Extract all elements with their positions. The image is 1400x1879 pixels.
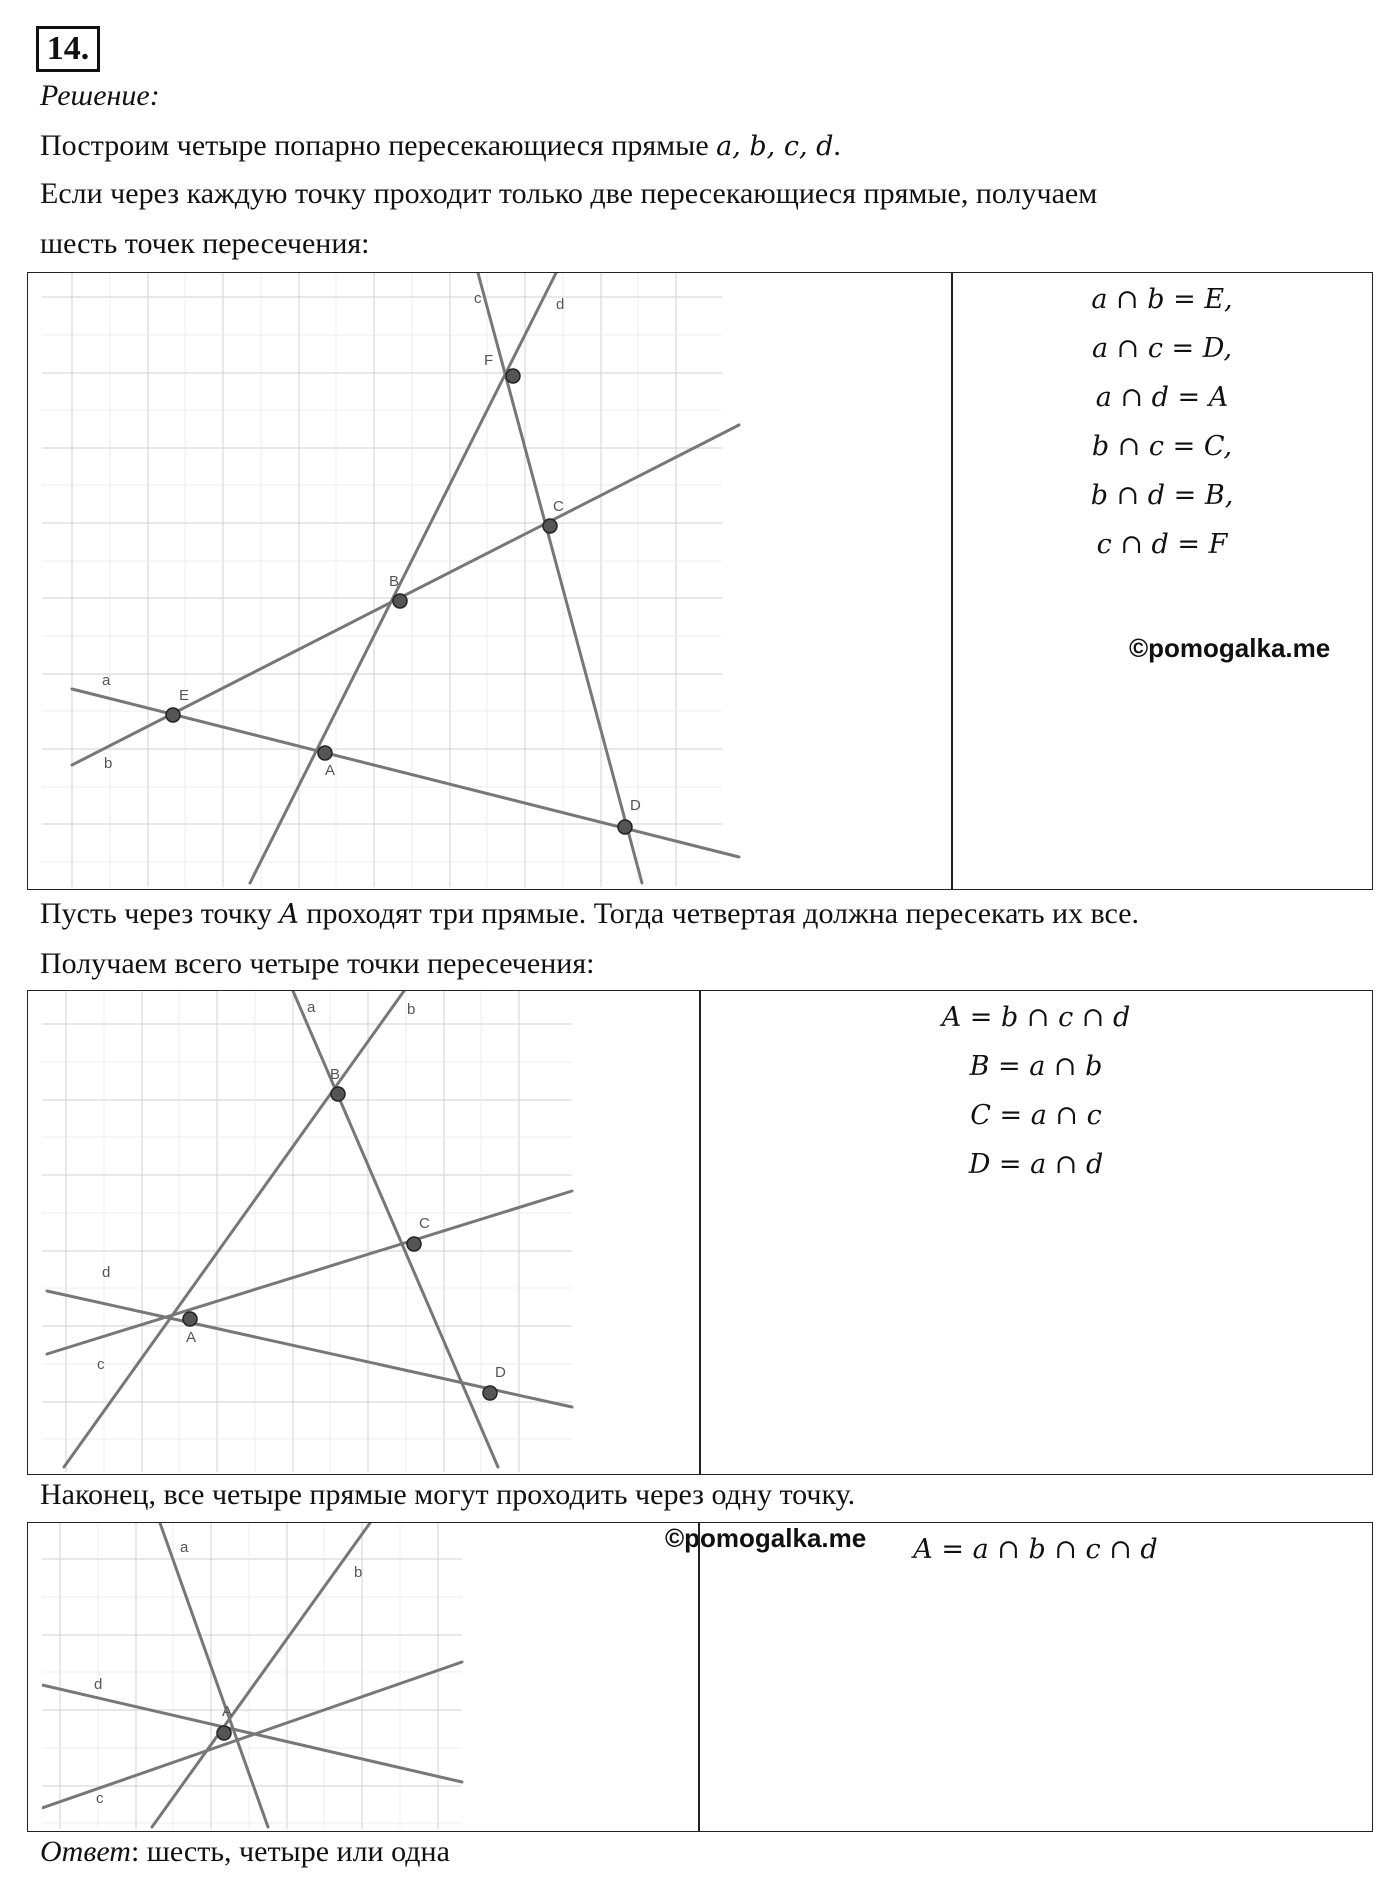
case2-label-c: c (97, 1356, 105, 1373)
case3-label-A: A (222, 1703, 233, 1720)
case3-line-a (160, 1523, 268, 1827)
case2-line-c (47, 1191, 572, 1354)
case1-label-E: E (179, 687, 190, 704)
intro-line-1-text: Построим четыре попарно пересекающиеся прямые (40, 129, 717, 162)
case1-point-D (618, 820, 632, 834)
answer-text: : шесть, четыре или одна (130, 1835, 450, 1868)
intro-line-1-math: a, b, c, d (716, 131, 834, 162)
case1-point-F (506, 369, 520, 383)
answer-label: Ответ (40, 1835, 131, 1868)
case1-eq-1: a ∩ b = E, (1091, 284, 1233, 315)
case2-point-A (183, 1312, 197, 1326)
case1-eq-3: a ∩ d = A (1095, 382, 1229, 413)
case3-figure-cell (27, 1522, 867, 1832)
case1-point-A (318, 746, 332, 760)
case1-label-b: b (104, 755, 113, 772)
middle-line-1-math: A (279, 899, 299, 930)
case1-eq-6: c ∩ d = F (1096, 529, 1228, 560)
middle-line-1 (40, 896, 1139, 933)
case2-label-a: a (307, 999, 316, 1016)
case1-label-B: B (389, 573, 400, 590)
case2-diagram (42, 991, 582, 1472)
case1-watermark: ©pomogalka.me (1129, 633, 1331, 663)
case2-line-b (64, 991, 404, 1467)
middle-line-1-end: проходят три прямые. Тогда четвертая должна пересекать их все. (298, 897, 1140, 930)
case1-equations (952, 275, 1372, 569)
case2-label-d: d (102, 1264, 111, 1281)
case3-label-d: d (94, 1676, 103, 1693)
case2-label-b: b (407, 1001, 416, 1018)
case3-label-c: c (96, 1790, 104, 1807)
intro-line-1 (40, 128, 841, 165)
case3-point-A (217, 1726, 231, 1740)
case2-eq-3: C = a ∩ c (970, 1100, 1102, 1131)
intro-line-2: Если через каждую точку проходит только две пересекающиеся прямые, получаем (40, 177, 1098, 210)
case2-equations-cell (699, 990, 1373, 1475)
case2-point-C (407, 1237, 421, 1251)
answer-line (40, 1834, 450, 1870)
case1-eq-2: a ∩ c = D, (1091, 333, 1233, 364)
case1-point-B (393, 594, 407, 608)
case1-line-d (250, 273, 556, 883)
case3-line-b (152, 1523, 370, 1827)
case1-label-d: d (556, 296, 565, 313)
case2-eq-4: D = a ∩ d (968, 1149, 1104, 1180)
case3-label-a: a (180, 1539, 189, 1556)
last-line-1: Наконец, все четыре прямые могут проходить через одну точку. (40, 1478, 856, 1511)
intro-line-3: шесть точек пересечения: (40, 227, 370, 260)
solution-label: Решение: (40, 79, 160, 112)
case1-label-C: C (553, 498, 564, 515)
middle-line-2: Получаем всего четыре точки пересечения: (40, 947, 595, 980)
case1-label-A: A (325, 762, 336, 779)
middle-line-1-start: Пусть через точку (40, 897, 280, 930)
case1-point-C (543, 519, 557, 533)
case2-line-a (293, 991, 498, 1467)
case3-label-b: b (354, 1564, 363, 1581)
case2-label-C: C (419, 1215, 430, 1232)
case2-equations (700, 993, 1372, 1189)
case1-eq-5: b ∩ d = B, (1090, 480, 1234, 511)
case2-figure-cell (27, 990, 701, 1475)
case2-eq-2: B = a ∩ b (969, 1051, 1103, 1082)
case3-diagram (42, 1523, 472, 1829)
case2-point-B (331, 1087, 345, 1101)
case3-eq: A = a ∩ b ∩ c ∩ d (913, 1534, 1158, 1565)
case1-point-E (166, 708, 180, 722)
case1-label-c: c (474, 290, 482, 307)
case1-eq-4: b ∩ c = C, (1091, 431, 1233, 462)
case2-label-B: B (330, 1066, 341, 1083)
case2-point-D (483, 1386, 497, 1400)
case2-label-D: D (495, 1364, 506, 1381)
case1-label-a: a (102, 672, 111, 689)
case1-label-F: F (484, 352, 494, 369)
case2-label-A: A (186, 1329, 197, 1346)
case1-figure-cell (27, 272, 953, 890)
case3-equations-cell (698, 1522, 1373, 1832)
case1-equations-cell (951, 272, 1373, 890)
case3-watermark: ©pomogalka.me (665, 1523, 867, 1553)
case1-label-D: D (630, 797, 641, 814)
problem-number: 14. (36, 26, 100, 72)
case1-diagram (42, 273, 742, 887)
case3-line-d (42, 1685, 462, 1782)
case1-line-c (478, 273, 642, 883)
intro-line-1-end: . (833, 129, 841, 162)
case2-eq-1: A = b ∩ c ∩ d (941, 1002, 1131, 1033)
